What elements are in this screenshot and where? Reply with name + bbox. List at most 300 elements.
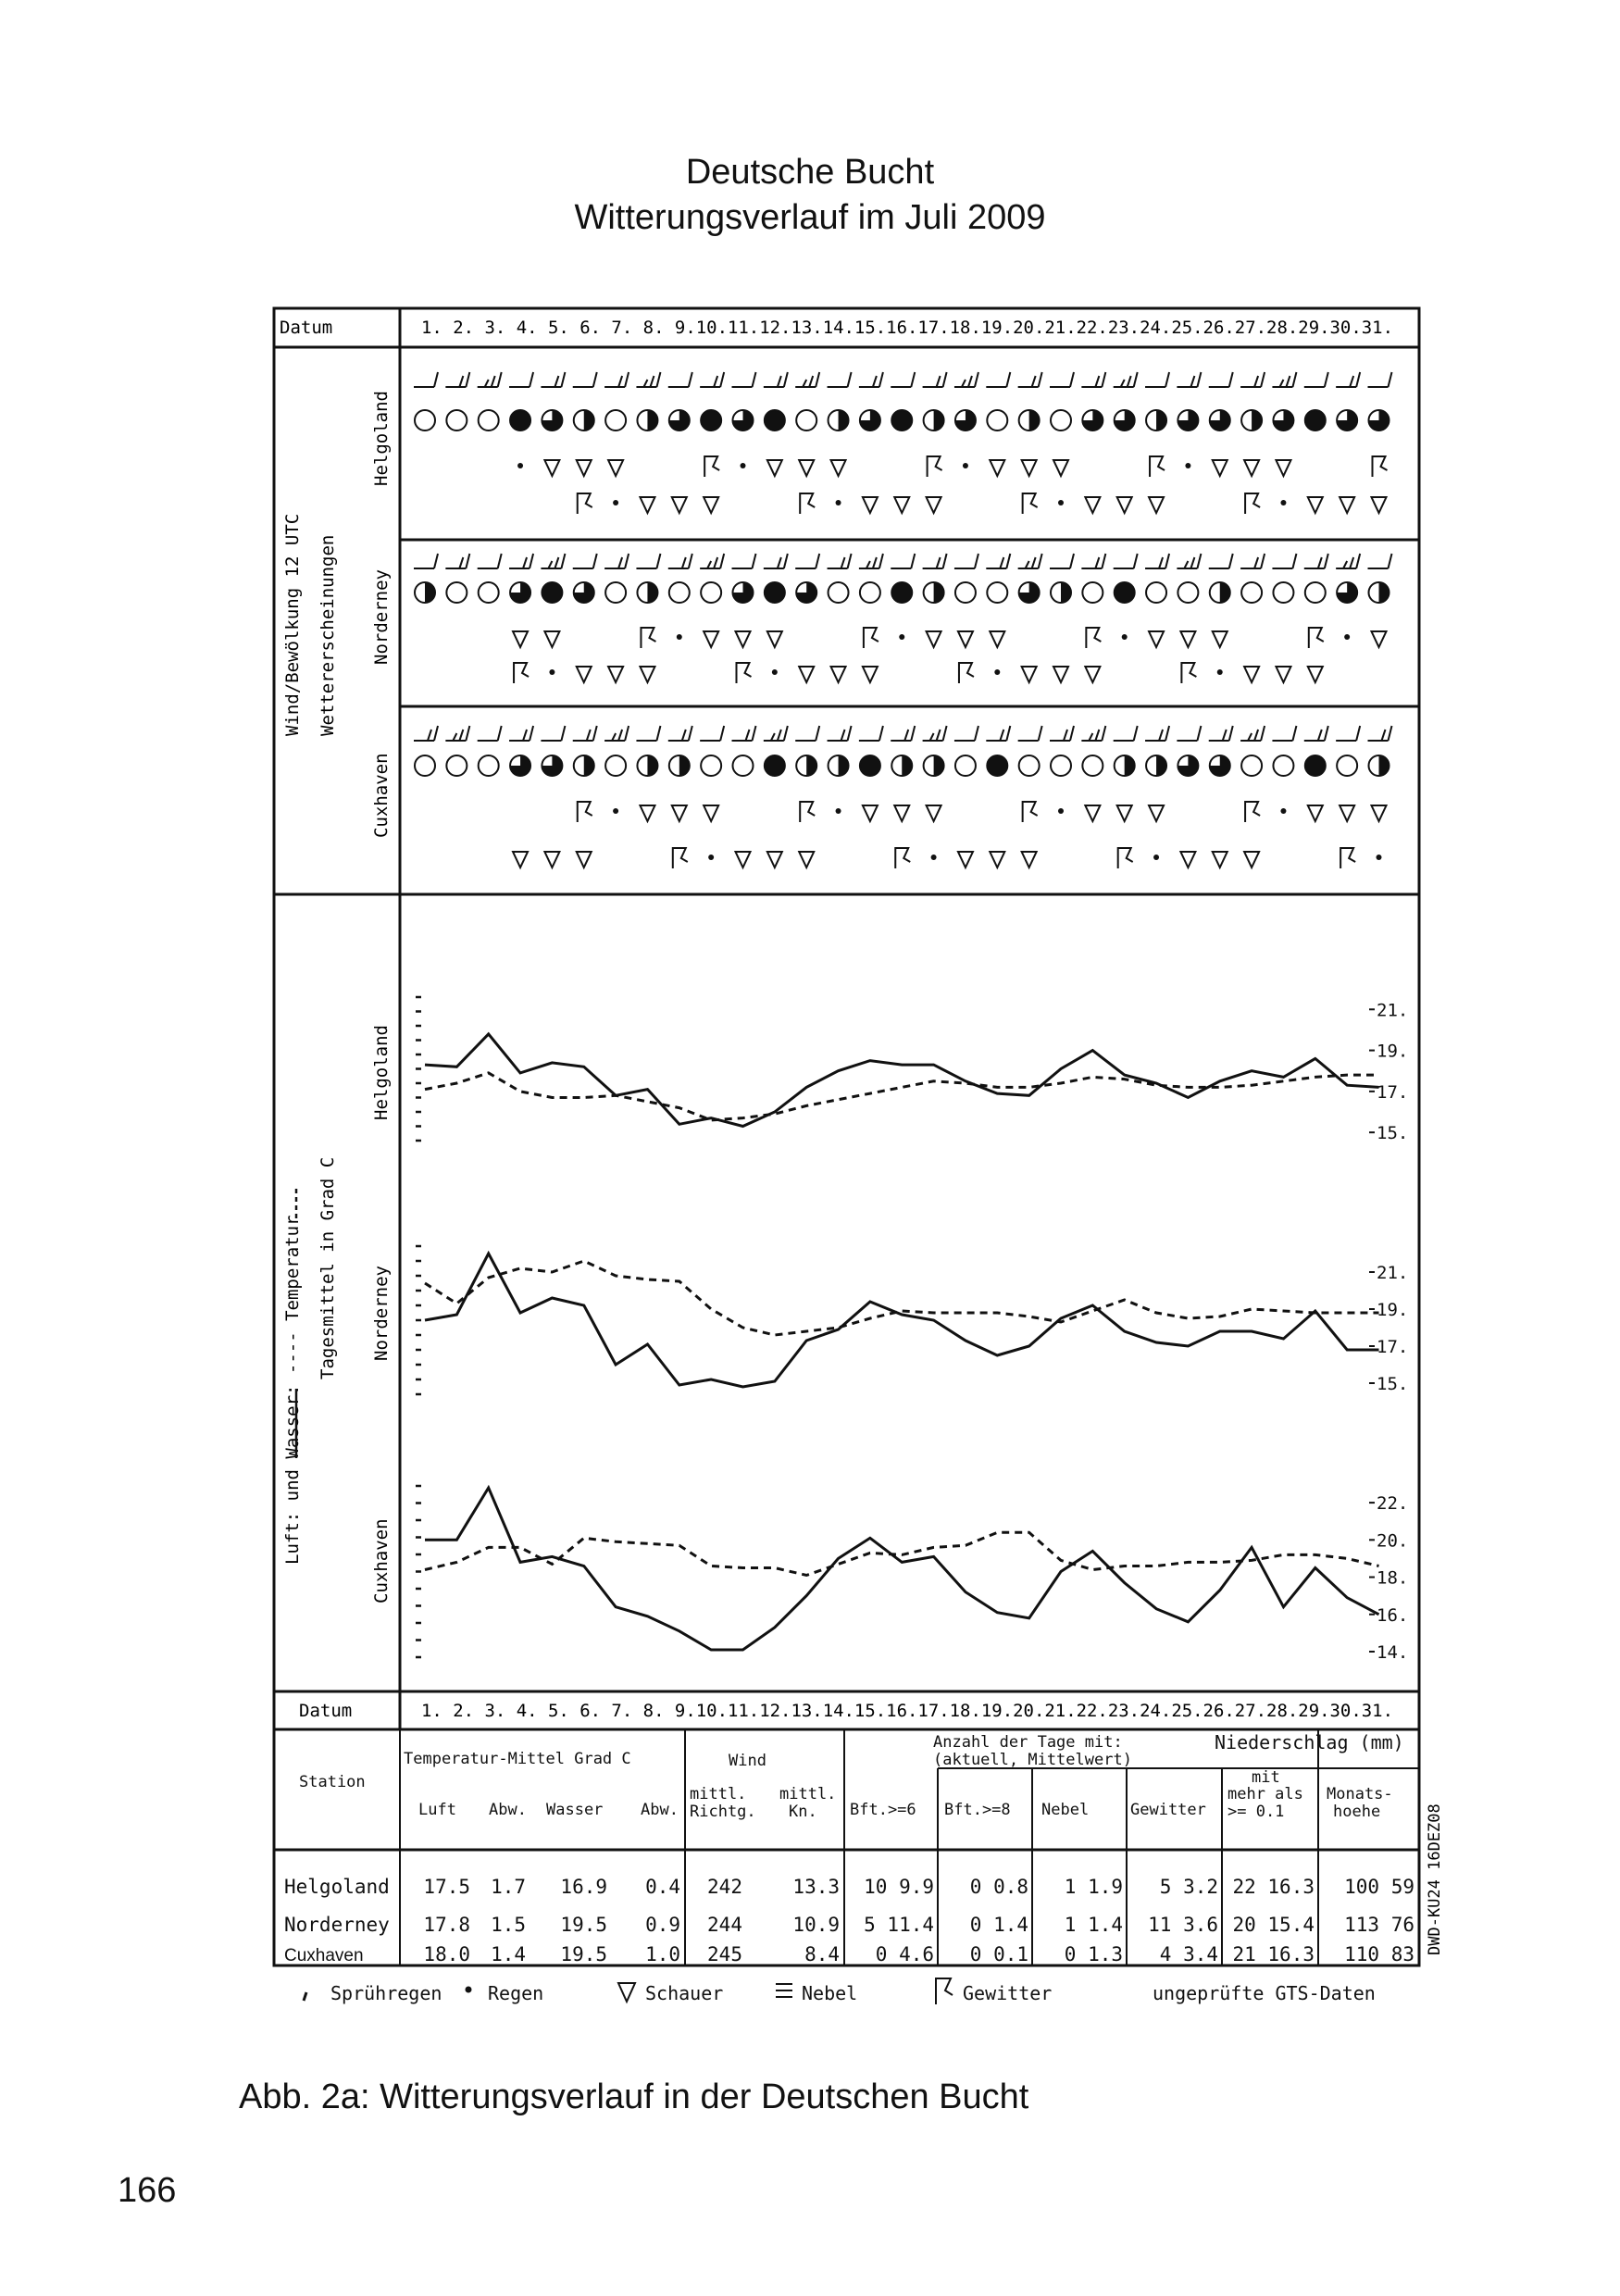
wind-barb-icon xyxy=(732,554,756,568)
th-luft: Luft xyxy=(418,1801,456,1819)
th-mit-3: >= 0.1 xyxy=(1227,1803,1285,1821)
table-cell-bft6: 10 9.9 xyxy=(864,1876,934,1898)
shower-icon xyxy=(736,852,751,867)
cloud-cover-icon xyxy=(1146,582,1166,603)
datum-label-bottom: Datum xyxy=(299,1701,353,1721)
cloud-cover-icon xyxy=(510,755,530,776)
thunderstorm-icon xyxy=(578,493,592,514)
cloud-cover-icon xyxy=(955,755,976,776)
wind-barb-icon xyxy=(478,554,502,568)
th-monat-1: Monats- xyxy=(1327,1785,1393,1803)
y-tick-label: 14. xyxy=(1377,1641,1409,1663)
cloud-cover-icon xyxy=(605,755,626,776)
y-tick-label: 15. xyxy=(1377,1123,1409,1144)
y-tick-label: 22. xyxy=(1377,1493,1409,1515)
wind-barb-icon xyxy=(445,554,469,568)
temp-section-label-1: Luft: und Wasser: ---- Temperatur xyxy=(282,1215,303,1565)
wind-barb-icon xyxy=(1177,554,1201,568)
wind-barb-icon xyxy=(1081,554,1105,568)
cloud-cover-icon xyxy=(1210,755,1230,776)
cloud-cover-icon xyxy=(1178,582,1198,603)
shower-icon xyxy=(672,805,687,821)
cloud-cover-icon xyxy=(669,410,690,430)
shower-icon xyxy=(608,460,623,476)
shower-icon xyxy=(1340,805,1354,821)
table-cell-abw2: 1.0 xyxy=(645,1943,680,1965)
page-number: 166 xyxy=(118,2171,177,2210)
shower-icon xyxy=(1149,631,1164,647)
weather-station-label-norderney: Norderney xyxy=(371,569,392,665)
thunderstorm-icon xyxy=(1086,628,1101,648)
cloud-cover-icon xyxy=(669,582,690,603)
table-cell-kn: 13.3 xyxy=(792,1876,840,1898)
cloud-cover-icon xyxy=(1369,582,1389,603)
wind-barb-icon xyxy=(1114,372,1138,387)
cloud-cover-icon xyxy=(479,755,499,776)
cloud-cover-icon xyxy=(765,410,785,430)
legend-regen: Regen xyxy=(488,1982,544,2004)
cloud-cover-icon xyxy=(829,582,849,603)
th-wind-kn-2: Kn. xyxy=(789,1803,817,1821)
cloud-cover-icon xyxy=(796,582,816,603)
wind-barb-icon xyxy=(1336,372,1360,387)
shower-icon xyxy=(1117,805,1132,821)
wind-barb-icon xyxy=(764,372,788,387)
wind-barb-icon xyxy=(986,726,1010,741)
cloud-cover-icon xyxy=(605,410,626,430)
table-body xyxy=(284,1876,1414,1965)
days-row-top: 1. 2. 3. 4. 5. 6. 7. 8. 9.10.11.12.13.14.15.16.17.18.19.20.21.22.23.24.25.26.27.28.29.30.31. xyxy=(421,318,1393,338)
cloud-cover-icon xyxy=(415,755,435,776)
cloud-cover-icon xyxy=(733,755,754,776)
table-cell-bft8: 0 1.4 xyxy=(969,1914,1028,1936)
wind-barb-icon xyxy=(414,726,438,741)
wind-barb-icon xyxy=(1145,372,1169,387)
thunderstorm-icon xyxy=(737,663,752,683)
rain-icon xyxy=(994,669,1000,675)
wind-barb-icon xyxy=(1081,372,1105,387)
wind-barb-icon xyxy=(1240,372,1265,387)
wind-barb-icon xyxy=(764,554,788,568)
shower-icon xyxy=(1308,805,1323,821)
shower-icon xyxy=(544,631,559,647)
shower-icon xyxy=(704,805,718,821)
wind-barb-icon xyxy=(828,726,852,741)
cloud-cover-icon xyxy=(574,755,594,776)
shower-icon xyxy=(863,667,878,682)
cloud-cover-icon xyxy=(1082,582,1103,603)
wind-barb-icon xyxy=(1240,726,1265,741)
shower-icon xyxy=(513,852,528,867)
temp-station-label-norderney: Norderney xyxy=(371,1266,392,1361)
table-cell-kn: 8.4 xyxy=(804,1943,840,1965)
table-cell-station: Helgoland xyxy=(284,1876,390,1898)
spruehregen-symbol-icon xyxy=(304,1992,306,2001)
y-tick-label: 15. xyxy=(1377,1374,1409,1394)
shower-icon xyxy=(640,667,654,682)
shower-icon xyxy=(863,805,878,821)
cloud-cover-icon xyxy=(1241,410,1262,430)
wind-barb-icon xyxy=(764,726,788,741)
wind-barb-icon xyxy=(859,372,883,387)
nebel-symbol-icon xyxy=(776,1984,792,1997)
shower-icon xyxy=(1149,805,1164,821)
shower-icon xyxy=(1149,497,1164,513)
wind-barb-icon xyxy=(1081,726,1105,741)
cloud-cover-icon xyxy=(860,410,880,430)
shower-icon xyxy=(577,460,592,476)
cloud-cover-icon xyxy=(1082,410,1103,430)
th-abw2: Abw. xyxy=(641,1801,679,1819)
wind-barb-icon xyxy=(954,554,978,568)
cloud-cover-icon xyxy=(1082,755,1103,776)
cloud-cover-icon xyxy=(1019,755,1040,776)
shower-icon xyxy=(1180,852,1195,867)
shower-icon xyxy=(1213,460,1227,476)
days-row-bottom: 1. 2. 3. 4. 5. 6. 7. 8. 9.10.11.12.13.14.15.16.17.18.19.20.21.22.23.24.25.26.27.28.29.30.31. xyxy=(421,1701,1393,1721)
th-bft6: Bft.>=6 xyxy=(850,1801,916,1819)
wind-barb-icon xyxy=(859,726,883,741)
thunderstorm-icon xyxy=(514,663,529,683)
wind-barb-icon xyxy=(700,554,724,568)
wind-barb-icon xyxy=(954,372,978,387)
wind-barb-icon xyxy=(541,554,565,568)
rain-icon xyxy=(549,669,555,675)
weather-section-label-2: Wettererscheinungen xyxy=(318,534,338,736)
cloud-cover-icon xyxy=(733,582,754,603)
chart-title-line1: Deutsche Bucht xyxy=(685,153,935,192)
rain-icon xyxy=(1185,463,1190,468)
cloud-cover-icon xyxy=(1051,582,1071,603)
thunderstorm-icon xyxy=(1340,848,1355,868)
table-cell-wasser: 19.5 xyxy=(560,1943,607,1965)
cloud-cover-icon xyxy=(701,582,721,603)
wind-barb-icon xyxy=(1018,554,1042,568)
shower-icon xyxy=(799,667,814,682)
shower-icon xyxy=(672,497,687,513)
wind-barb-icon xyxy=(1368,726,1392,741)
shower-icon xyxy=(958,631,973,647)
cloud-cover-icon xyxy=(1337,755,1357,776)
wind-barb-icon xyxy=(1177,372,1201,387)
schauer-symbol-icon xyxy=(618,1983,635,2002)
cloud-cover-icon xyxy=(955,410,976,430)
wind-barb-icon xyxy=(668,726,692,741)
shower-icon xyxy=(927,497,941,513)
cloud-cover-icon xyxy=(574,582,594,603)
shower-icon xyxy=(704,631,718,647)
wind-barb-icon xyxy=(891,726,915,741)
table-side-code: DWD-KU24 16DEZ08 xyxy=(1426,1803,1444,1955)
wind-barb-icon xyxy=(986,372,1010,387)
shower-icon xyxy=(1244,852,1259,867)
th-monat-2: hoehe xyxy=(1333,1803,1381,1821)
shower-icon xyxy=(704,497,718,513)
symbol-legend xyxy=(304,1978,1376,2004)
cloud-cover-icon xyxy=(1305,755,1326,776)
shower-icon xyxy=(767,460,782,476)
cloud-cover-icon xyxy=(1273,755,1293,776)
cloud-cover-icon xyxy=(860,755,880,776)
y-tick-label: 21. xyxy=(1377,1000,1409,1021)
wind-barb-icon xyxy=(604,372,629,387)
shower-icon xyxy=(1276,460,1290,476)
rain-icon xyxy=(1058,500,1064,505)
cloud-cover-icon xyxy=(510,410,530,430)
table-cell-nebel: 1 1.4 xyxy=(1064,1914,1123,1936)
table-cell-monat: 100 59 xyxy=(1344,1876,1414,1898)
wind-barb-icon xyxy=(859,554,883,568)
weather-station-label-helgoland: Helgoland xyxy=(371,391,392,486)
table-cell-luft: 18.0 xyxy=(423,1943,470,1965)
table-cell-bft8: 0 0.8 xyxy=(969,1876,1028,1898)
legend-gewitter: Gewitter xyxy=(963,1982,1053,2004)
cloud-cover-icon xyxy=(637,582,657,603)
chart-title-line2: Witterungsverlauf im Juli 2009 xyxy=(574,198,1046,237)
y-tick-label: 21. xyxy=(1377,1263,1409,1283)
wind-barb-icon xyxy=(573,372,597,387)
wind-barb-icon xyxy=(414,554,438,568)
cloud-cover-icon xyxy=(733,410,754,430)
wind-barb-icon xyxy=(1177,726,1201,741)
cloud-cover-icon xyxy=(510,582,530,603)
thunderstorm-icon xyxy=(959,663,974,683)
shower-icon xyxy=(1244,667,1259,682)
wind-barb-icon xyxy=(1336,726,1360,741)
wind-barb-icon xyxy=(795,554,819,568)
wind-barb-icon xyxy=(828,372,852,387)
table-cell-gewitter: 5 3.2 xyxy=(1159,1876,1218,1898)
wind-barb-icon xyxy=(509,726,533,741)
cloud-cover-icon xyxy=(479,410,499,430)
wind-barb-icon xyxy=(923,372,947,387)
wind-barb-icon xyxy=(573,554,597,568)
shower-icon xyxy=(1180,631,1195,647)
wind-barb-icon xyxy=(954,726,978,741)
shower-icon xyxy=(1022,460,1037,476)
shower-icon xyxy=(1340,497,1354,513)
th-wind: Wind xyxy=(729,1752,766,1770)
cloud-cover-icon xyxy=(701,410,721,430)
shower-icon xyxy=(1117,497,1132,513)
thunderstorm-icon xyxy=(578,802,592,822)
shower-icon xyxy=(640,805,654,821)
shower-icon xyxy=(736,631,751,647)
table-cell-station: Norderney xyxy=(284,1914,390,1936)
wind-barb-icon xyxy=(1304,726,1328,741)
wind-barb-icon xyxy=(1209,554,1233,568)
cloud-cover-icon xyxy=(446,410,467,430)
shower-icon xyxy=(990,852,1004,867)
cloud-cover-icon xyxy=(542,755,562,776)
cloud-cover-icon xyxy=(891,410,912,430)
wind-barb-icon xyxy=(986,554,1010,568)
cloud-cover-icon xyxy=(891,582,912,603)
table-cell-dir: 244 xyxy=(707,1914,742,1936)
table-cell-luft: 17.8 xyxy=(423,1914,470,1936)
temp-station-label-helgoland: Helgoland xyxy=(371,1025,392,1120)
table-cell-monat: 110 83 xyxy=(1344,1943,1414,1965)
cloud-cover-icon xyxy=(1273,582,1293,603)
wind-barb-icon xyxy=(795,726,819,741)
rain-icon xyxy=(836,808,841,814)
thunderstorm-icon xyxy=(895,848,910,868)
wind-barb-icon xyxy=(1272,372,1296,387)
table-cell-luft: 17.5 xyxy=(423,1876,470,1898)
th-days-2: (aktuell, Mittelwert) xyxy=(933,1751,1132,1769)
table-cell-dir: 242 xyxy=(707,1876,742,1898)
th-bft8: Bft.>=8 xyxy=(944,1801,1011,1819)
rain-icon xyxy=(1217,669,1223,675)
table-cell-nebel: 0 1.3 xyxy=(1064,1943,1123,1965)
cloud-cover-icon xyxy=(987,755,1007,776)
thunderstorm-icon xyxy=(1118,848,1133,868)
wind-barb-icon xyxy=(1272,726,1296,741)
wind-barb-icon xyxy=(604,726,629,741)
cloud-cover-icon xyxy=(446,755,467,776)
shower-icon xyxy=(1085,497,1100,513)
shower-icon xyxy=(577,852,592,867)
wind-barb-icon xyxy=(1304,372,1328,387)
th-mit-2: mehr als xyxy=(1227,1785,1303,1803)
cloud-cover-icon xyxy=(891,755,912,776)
cloud-cover-icon xyxy=(605,582,626,603)
cloud-cover-icon xyxy=(1051,410,1071,430)
thunderstorm-icon xyxy=(1245,802,1260,822)
rain-icon xyxy=(963,463,968,468)
wind-barb-icon xyxy=(828,554,852,568)
wind-barb-icon xyxy=(1114,554,1138,568)
rain-icon xyxy=(1377,855,1382,860)
temperature-charts xyxy=(416,997,1408,1663)
wind-barb-icon xyxy=(1018,726,1042,741)
table-cell-abw1: 1.7 xyxy=(491,1876,526,1898)
y-tick-label: 16. xyxy=(1377,1604,1409,1626)
wind-barb-icon xyxy=(1209,726,1233,741)
cloud-cover-icon xyxy=(1241,582,1262,603)
shower-icon xyxy=(1022,667,1037,682)
shower-icon xyxy=(1372,631,1387,647)
thunderstorm-icon xyxy=(1181,663,1196,683)
shower-icon xyxy=(1372,805,1387,821)
y-tick-label: 17. xyxy=(1377,1081,1409,1103)
shower-icon xyxy=(1022,852,1037,867)
shower-icon xyxy=(990,631,1004,647)
thunderstorm-icon xyxy=(1023,493,1038,514)
table-cell-nebel: 1 1.9 xyxy=(1064,1876,1123,1898)
table-cell-bft8: 0 0.1 xyxy=(969,1943,1028,1965)
cloud-cover-icon xyxy=(574,410,594,430)
cloud-cover-icon xyxy=(765,582,785,603)
wind-barb-icon xyxy=(732,726,756,741)
weather-section-label-1: Wind/Bewölkung 12 UTC xyxy=(282,513,303,736)
table-cell-monat: 113 76 xyxy=(1344,1914,1414,1936)
cloud-cover-icon xyxy=(987,582,1007,603)
wind-barb-icon xyxy=(1240,554,1265,568)
shower-icon xyxy=(767,631,782,647)
thunderstorm-icon xyxy=(800,802,815,822)
wind-barb-icon xyxy=(414,372,438,387)
wind-barb-icon xyxy=(668,372,692,387)
shower-icon xyxy=(608,667,623,682)
shower-icon xyxy=(894,497,909,513)
rain-icon xyxy=(741,463,746,468)
series-luft-helgoland xyxy=(425,1034,1379,1127)
cloud-cover-icon xyxy=(1337,582,1357,603)
table-cell-mit: 20 15.4 xyxy=(1232,1914,1315,1936)
cloud-cover-icon xyxy=(1115,582,1135,603)
cloud-cover-icon xyxy=(924,582,944,603)
wind-barb-icon xyxy=(1368,372,1392,387)
cloud-cover-icon xyxy=(1019,582,1040,603)
cloud-cover-icon xyxy=(479,582,499,603)
wind-barb-icon xyxy=(636,554,660,568)
thunderstorm-icon xyxy=(928,456,942,477)
cloud-cover-icon xyxy=(637,410,657,430)
shower-icon xyxy=(894,805,909,821)
wind-barb-icon xyxy=(604,554,629,568)
wind-barb-icon xyxy=(700,372,724,387)
thunderstorm-icon xyxy=(800,493,815,514)
wind-barb-icon xyxy=(541,372,565,387)
cloud-cover-icon xyxy=(860,582,880,603)
wind-barb-icon xyxy=(636,372,660,387)
th-abw1: Abw. xyxy=(489,1801,527,1819)
wind-barb-icon xyxy=(1209,372,1233,387)
y-tick-label: 18. xyxy=(1377,1567,1409,1589)
shower-icon xyxy=(1053,667,1068,682)
cloud-cover-icon xyxy=(1178,755,1198,776)
shower-icon xyxy=(577,667,592,682)
table-cell-gewitter: 11 3.6 xyxy=(1148,1914,1218,1936)
legend-spruehregen: Sprühregen xyxy=(330,1982,442,2004)
wind-barb-icon xyxy=(478,372,502,387)
wind-barb-icon xyxy=(1368,554,1392,568)
wind-barb-icon xyxy=(1114,726,1138,741)
rain-icon xyxy=(1280,500,1286,505)
wind-barb-icon xyxy=(445,726,469,741)
rain-icon xyxy=(1058,808,1064,814)
wind-barb-icon xyxy=(1304,554,1328,568)
y-tick-label: 19. xyxy=(1377,1041,1409,1062)
rain-icon xyxy=(708,855,714,860)
thunderstorm-icon xyxy=(673,848,688,868)
cloud-cover-icon xyxy=(669,755,690,776)
wind-barb-icon xyxy=(795,372,819,387)
wind-barb-icon xyxy=(1145,554,1169,568)
cloud-cover-icon xyxy=(542,582,562,603)
y-tick-label: 19. xyxy=(1377,1300,1409,1320)
wind-barb-icon xyxy=(509,372,533,387)
table-cell-kn: 10.9 xyxy=(792,1914,840,1936)
rain-icon xyxy=(613,808,618,814)
weather-station-label-cuxhaven: Cuxhaven xyxy=(371,753,392,838)
shower-icon xyxy=(1085,667,1100,682)
shower-icon xyxy=(990,460,1004,476)
cloud-cover-icon xyxy=(796,410,816,430)
thunderstorm-icon xyxy=(1309,628,1324,648)
shower-icon xyxy=(1308,497,1323,513)
th-wind-kn-1: mittl. xyxy=(779,1785,837,1803)
rain-icon xyxy=(1153,855,1159,860)
shower-icon xyxy=(1308,667,1323,682)
cloud-cover-icon xyxy=(1305,410,1326,430)
shower-icon xyxy=(1085,805,1100,821)
temp-station-label-cuxhaven: Cuxhaven xyxy=(371,1518,392,1603)
rain-icon xyxy=(899,634,904,640)
series-luft-cuxhaven xyxy=(425,1488,1379,1650)
regen-symbol-icon xyxy=(466,1987,472,1993)
